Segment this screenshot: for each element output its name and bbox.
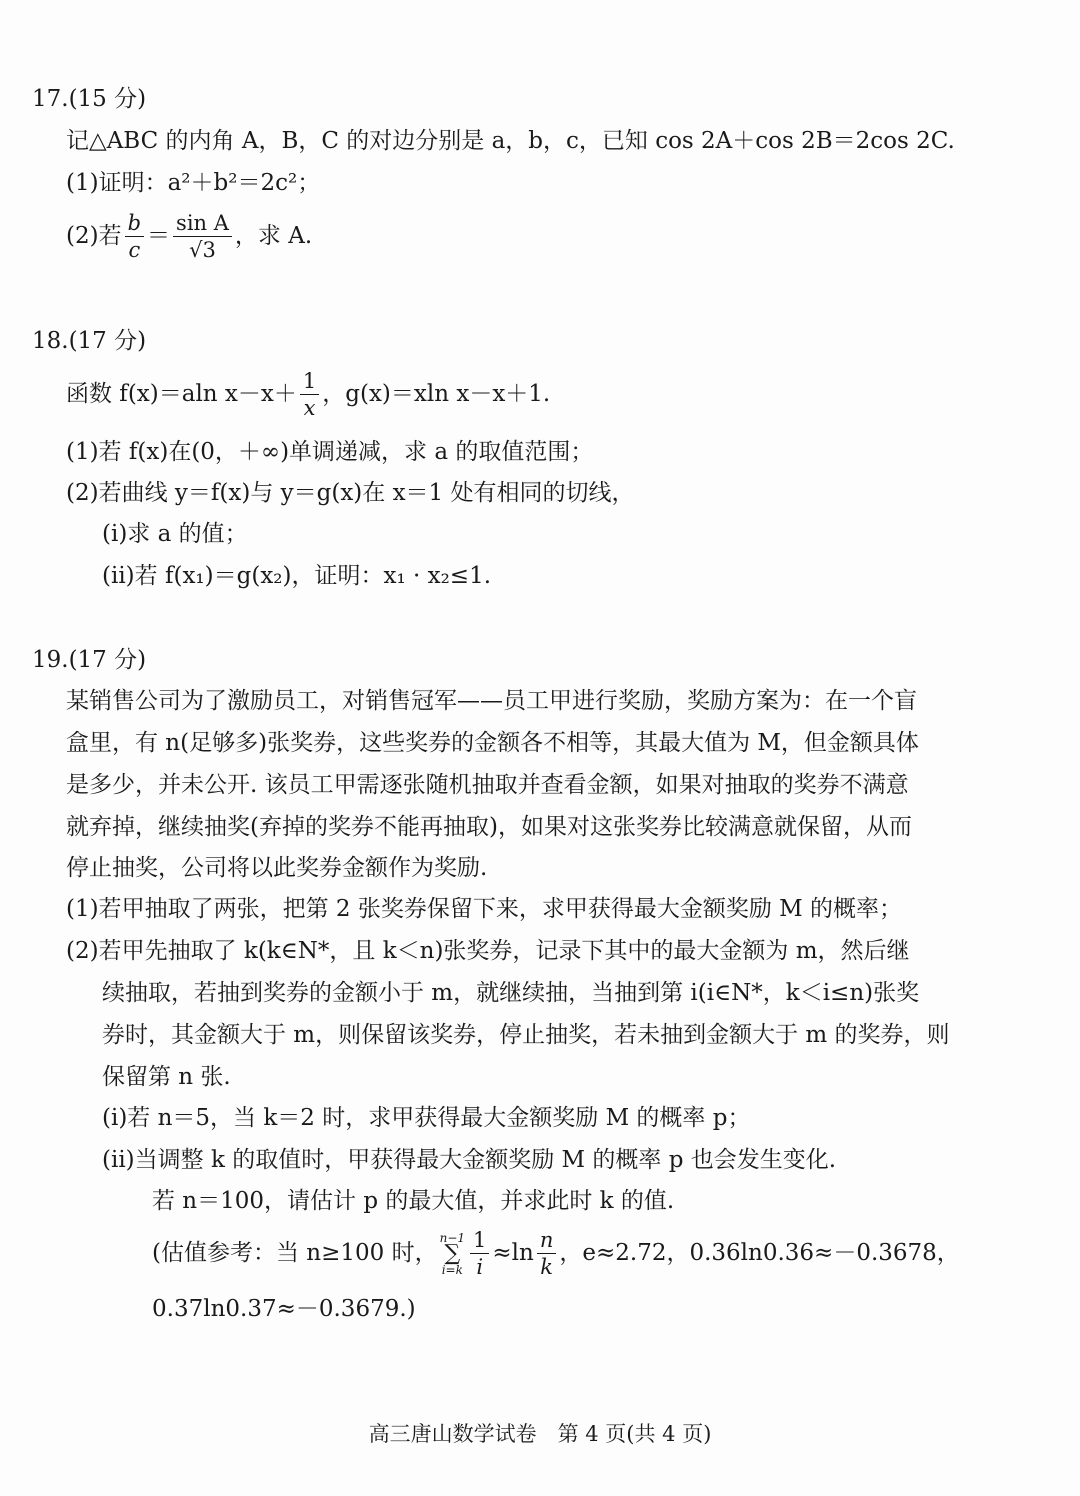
frac-numerator: n <box>537 1230 557 1254</box>
problem-17-q2-frac1 <box>125 213 144 261</box>
problem-19-q2-i: (ⅰ)若 n＝5，当 k＝2 时，求甲获得最大金额奖励 M 的概率 p； <box>102 1105 751 1131</box>
problem-17-q1: (1)证明：a²＋b²＝2c²； <box>66 170 321 196</box>
problem-19-stem-line-3: 是多少，并未公开. 该员工甲需逐张随机抽取并查看金额，如果对抽取的奖券不满意 <box>66 772 909 798</box>
problem-19-hint-line-2: 0.37ln0.37≈－0.3679.) <box>152 1296 416 1322</box>
hint-mid: ≈ln <box>492 1240 534 1266</box>
frac-denominator: c <box>128 238 141 262</box>
problem-17-header: 17.(15 分) <box>32 86 147 112</box>
sum-upper: n−1 <box>439 1231 466 1245</box>
problem-18-q1: (1)若 f(x)在(0，＋∞)单调递减，求 a 的取值范围； <box>66 439 594 465</box>
sum-sigma: ∑ <box>444 1241 461 1266</box>
frac-numerator: 1 <box>300 371 319 395</box>
problem-17-q2-pre: (2)若 <box>66 223 122 249</box>
frac-denominator: k <box>540 1255 553 1279</box>
frac-numerator: b <box>125 213 144 237</box>
problem-17-stem: 记△ABC 的内角 A，B，C 的对边分别是 a，b，c，已知 cos 2A＋cos 2B＝2cos 2C. <box>66 128 955 154</box>
hint-frac2 <box>537 1230 557 1278</box>
hint-frac1 <box>470 1230 489 1278</box>
problem-18-stem-frac <box>300 371 319 419</box>
problem-19-q2-line-2: 续抽取，若抽到奖券的金额小于 m，就继续抽，当抽到第 i(i∈N*，k＜i≤n)张奖 <box>102 980 920 1006</box>
problem-19-hint <box>152 1225 960 1281</box>
problem-19-stem-line-1: 某销售公司为了激励员工，对销售冠军——员工甲进行奖励，奖励方案为：在一个盲 <box>66 688 917 714</box>
problem-17-q2-eq: ＝ <box>147 223 171 249</box>
hint-post: ，e≈2.72，0.36ln0.36≈－0.3678， <box>559 1240 960 1266</box>
frac-numerator: 1 <box>470 1230 489 1254</box>
problem-18-stem-post: ，g(x)＝xln x－x＋1. <box>322 381 551 407</box>
problem-19-stem-line-4: 就弃掉，继续抽奖(弃掉的奖券不能再抽取)，如果对这张奖券比较满意就保留，从而 <box>66 814 912 840</box>
problem-18-header: 18.(17 分) <box>32 328 147 354</box>
problem-18-stem <box>66 366 550 422</box>
frac-numerator: sin A <box>173 213 232 237</box>
page-footer: 高三唐山数学试卷 第 4 页(共 4 页) <box>368 1422 712 1446</box>
problem-17-q2-frac2 <box>173 213 232 261</box>
sum-lower: i=k <box>441 1263 463 1277</box>
frac-denominator: i <box>476 1255 484 1279</box>
problem-19-q2-ii: (ⅱ)当调整 k 的取值时，甲获得最大金额奖励 M 的概率 p 也会发生变化. <box>102 1147 837 1173</box>
problem-19-q2-line-4: 保留第 n 张. <box>102 1064 231 1090</box>
summation <box>440 1232 465 1276</box>
problem-18-q2: (2)若曲线 y＝f(x)与 y＝g(x)在 x＝1 处有相同的切线， <box>66 480 635 506</box>
problem-18-q2-i: (ⅰ)求 a 的值； <box>102 521 248 547</box>
problem-19-stem-line-2: 盒里，有 n(足够多)张奖券，这些奖券的金额各不相等，其最大值为 M，但金额具体 <box>66 730 919 756</box>
problem-19-stem-line-5: 停止抽奖，公司将以此奖券金额作为奖励. <box>66 855 488 881</box>
problem-18-stem-pre: 函数 f(x)＝aln x－x＋ <box>66 381 297 407</box>
problem-17-q2-post: ，求 A. <box>234 223 313 249</box>
hint-pre: (估值参考：当 n≥100 时， <box>152 1240 438 1266</box>
problem-17-q2 <box>66 208 312 264</box>
problem-19-q2-ii-b: 若 n＝100，请估计 p 的最大值，并求此时 k 的值. <box>152 1188 675 1214</box>
problem-19-q2-line-1: (2)若甲先抽取了 k(k∈N*，且 k＜n)张奖券，记录下其中的最大金额为 m，然后继 <box>66 938 910 964</box>
problem-19-q2-line-3: 券时，其金额大于 m，则保留该奖券，停止抽奖，若未抽到金额大于 m 的奖券，则 <box>102 1022 950 1048</box>
problem-19-header: 19.(17 分) <box>32 647 147 673</box>
problem-19-q1: (1)若甲抽取了两张，把第 2 张奖券保留下来，求甲获得最大金额奖励 M 的概率； <box>66 896 903 922</box>
frac-denominator: √3 <box>189 238 216 262</box>
problem-18-q2-ii: (ⅱ)若 f(x₁)＝g(x₂)，证明：x₁ · x₂≤1. <box>102 563 492 589</box>
frac-denominator: x <box>303 396 316 420</box>
